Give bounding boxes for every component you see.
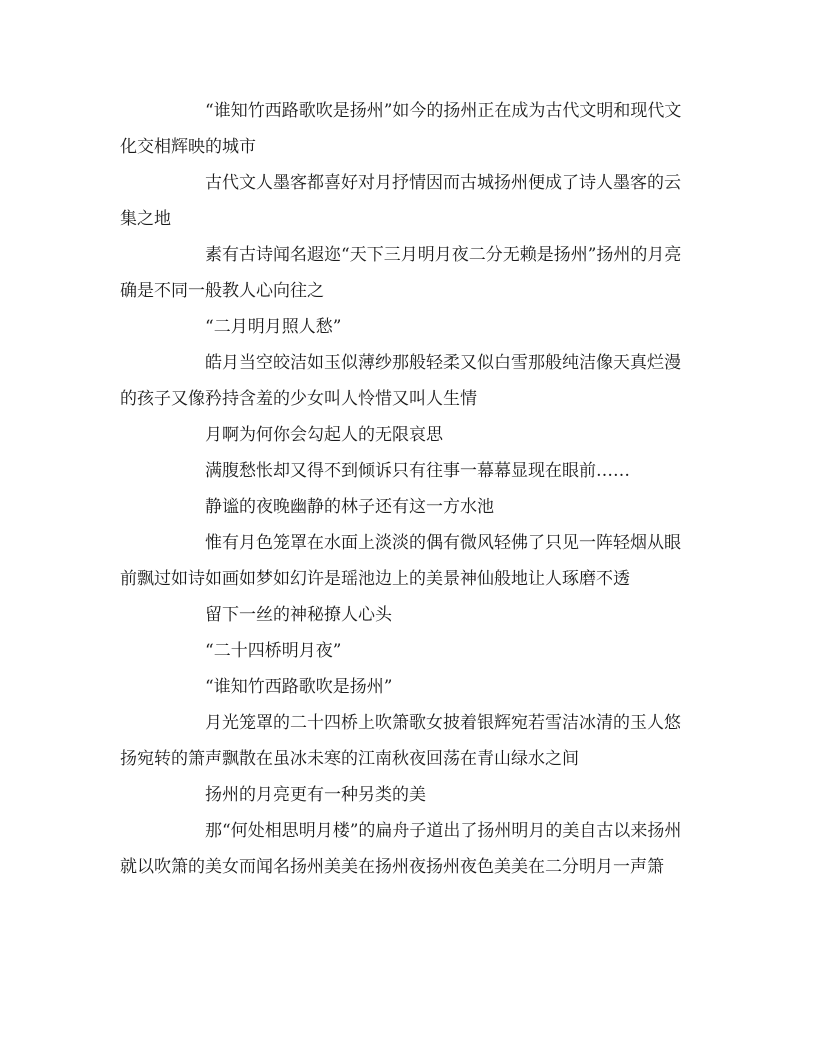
paragraph-8: 静谧的夜晚幽静的林子还有这一方水池 — [205, 497, 494, 517]
paragraph-9: 惟有月色笼罩在水面上淡淡的偶有微风轻佛了只见一阵轻烟从眼前飘过如诗如画如梦如幻许是瑶池边上的美景神仙般地让人琢磨不透 — [120, 533, 681, 589]
paragraph-4: “二月明月照人愁” — [205, 317, 342, 337]
paragraph-6: 月啊为何你会勾起人的无限哀思 — [205, 425, 443, 445]
paragraph-11: “二十四桥明月夜” — [205, 641, 342, 661]
paragraph-13: 月光笼罩的二十四桥上吹箫歌女披着银辉宛若雪洁冰清的玉人悠扬宛转的箫声飘散在虽冰未寒的江南秋夜回荡在青山绿水之间 — [120, 713, 681, 769]
paragraph-7: 满腹愁怅却又得不到倾诉只有往事一幕幕显现在眼前…… — [205, 461, 630, 481]
paragraph-10: 留下一丝的神秘撩人心头 — [205, 605, 392, 625]
paragraph-14: 扬州的月亮更有一种另类的美 — [205, 785, 426, 805]
paragraph-5: 皓月当空皎洁如玉似薄纱那般轻柔又似白雪那般纯洁像天真烂漫的孩子又像矜持含羞的少女叫人怜惜又叫人生情 — [120, 353, 681, 409]
document-body — [120, 93, 696, 885]
paragraph-15: 那“何处相思明月楼”的扁舟子道出了扬州明月的美自古以来扬州就以吹箫的美女而闻名扬州美美在扬州夜扬州夜色美美在二分明月一声箫 — [120, 821, 682, 877]
paragraph-1: “谁知竹西路歌吹是扬州”如今的扬州正在成为古代文明和现代文化交相辉映的城市 — [120, 101, 682, 157]
paragraph-2: 古代文人墨客都喜好对月抒情因而古城扬州便成了诗人墨客的云集之地 — [120, 173, 681, 229]
paragraph-3: 素有古诗闻名遐迩“天下三月明月夜二分无赖是扬州”扬州的月亮确是不同一般教人心向往之 — [120, 245, 682, 301]
paragraph-12: “谁知竹西路歌吹是扬州” — [205, 677, 393, 697]
